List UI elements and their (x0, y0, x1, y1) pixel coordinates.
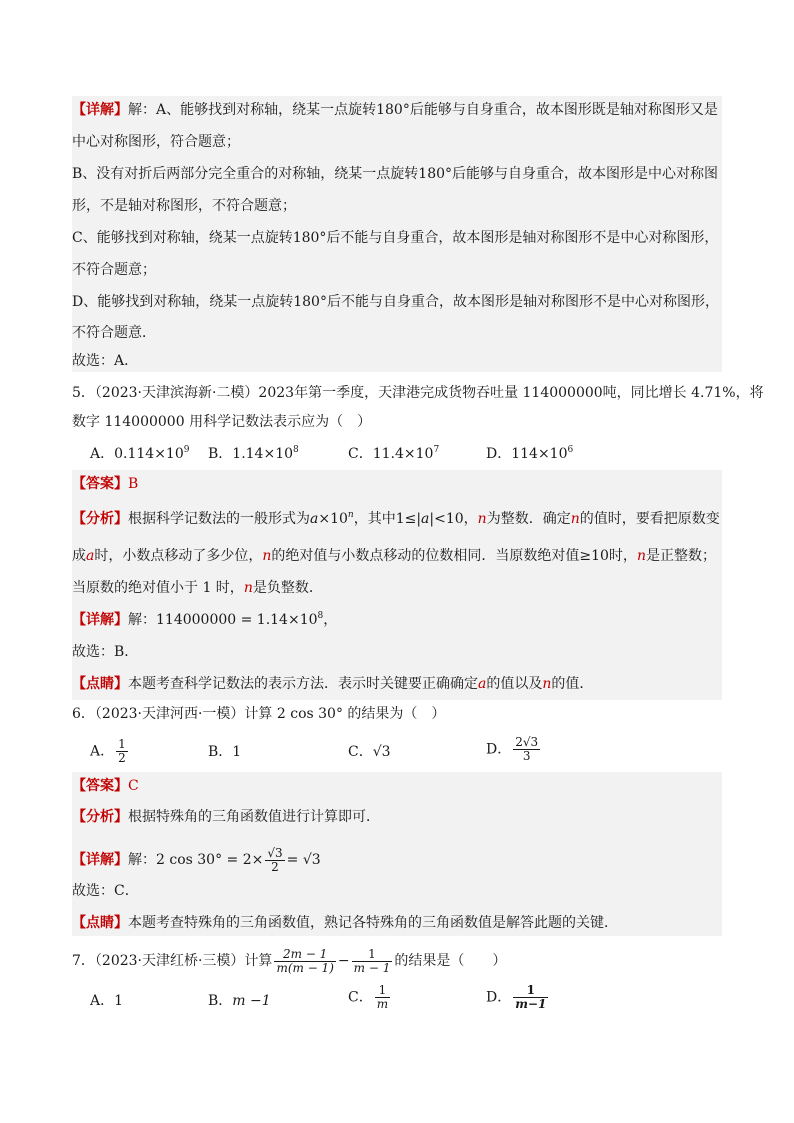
q6-option-b: B．1 (208, 744, 242, 760)
q5-point: 【点睛】本题考查科学记数法的表示方法．表示时关键要正确确定a的值以及n的值． (72, 676, 594, 692)
q6-choose: 故选：C． (72, 883, 139, 899)
choose-line-q4: 故选：A． (72, 353, 139, 369)
q7-option-c: C． $\frac{1}{m}$ (348, 983, 389, 1011)
q6-option-c: C．√3 (348, 744, 391, 760)
q5-analysis-line-2: 成a时，小数点移动了多少位，n的绝对值与小数点移动的位数相同．当原数绝对值≥10时，n是正整数； (72, 548, 716, 564)
detail-line-3: B、没有对折后两部分完全重合的对称轴，绕某一点旋转180°后能够与自身重合，故本图形是中心对称图 (72, 166, 719, 182)
q5-detail: 【详解】解：$114000000 = 1.14\times 10^8$， (72, 611, 338, 628)
detail-line-2: 中心对称图形，符合题意； (72, 134, 240, 150)
q5-stem-line-1: 5．（2023·天津滨海新·二模）2023年第一季度，天津港完成货物吞吐量 114000000吨，同比增长 4.71%，将 (72, 385, 764, 401)
q6-option-a: A． $\frac{1}{2}$ (90, 737, 126, 765)
q6-point: 【点睛】本题考查特殊角的三角函数值，熟记各特殊角的三角函数值是解答此题的关键． (72, 915, 618, 931)
q6-detail: 【详解】解：2 cos 30° = 2× $\frac{√3}{2}$ = √3 (72, 845, 321, 874)
q7-option-b: B．m −1 (208, 993, 271, 1009)
q5-option-b: B．$1.14\times 10^8$ (208, 445, 299, 462)
q5-analysis-line-3: 当原数的绝对值小于 1 时，n是负整数． (72, 580, 323, 596)
detail-line-1: 【详解】解：A、能够找到对称轴，绕某一点旋转180°后能够与自身重合，故本图形既是轴对称图形又是 (72, 102, 718, 118)
q6-stem: 6．（2023·天津河西·一模）计算 2 cos 30° 的结果为（ ） (72, 706, 446, 722)
q5-option-c: C．$11.4\times 10^7$ (348, 445, 440, 462)
q5-analysis-line-1: 【分析】根据科学记数法的一般形式为$a\times 10^n$，其中1≤|a|<10，n为整数．确定n的值时，要看把原数变 (72, 510, 720, 527)
q6-analysis: 【分析】根据特殊角的三角函数值进行计算即可． (72, 809, 380, 825)
q6-answer: 【答案】C (72, 778, 139, 794)
q7-stem: 7．（2023·天津红桥·三模）计算 $\frac{2m - 1}{m(m - 1)}$ − $\frac{1}{m - 1}$ 的结果是（ ） (72, 946, 507, 975)
detail-line-7: D、能够找到对称轴，绕某一点旋转180°后不能与自身重合，故本图形是轴对称图形不是中心对称图形， (72, 294, 719, 310)
q5-option-d: D．$114\times 10^6$ (486, 445, 574, 462)
q5-option-a: A．$0.114\times 10^9$ (90, 445, 190, 462)
q7-option-d: D． $\frac{1}{m-1}$ (486, 983, 547, 1011)
q5-choose: 故选：B． (72, 644, 139, 660)
detail-line-8: 不符合题意． (72, 325, 156, 341)
q5-stem-line-2: 数字 114000000 用科学记数法表示应为（ ） (72, 414, 372, 430)
q7-option-a: A．1 (90, 993, 124, 1009)
detail-line-5: C、能够找到对称轴，绕某一点旋转180°后不能与自身重合，故本图形是轴对称图形不是中心对称图形， (72, 230, 719, 246)
detail-line-4: 形，不是轴对称图形，不符合题意； (72, 198, 296, 214)
detail-line-6: 不符合题意； (72, 262, 156, 278)
q5-answer: 【答案】B (72, 476, 139, 492)
q6-option-d: D． $\frac{2√3}{3}$ (486, 735, 539, 763)
